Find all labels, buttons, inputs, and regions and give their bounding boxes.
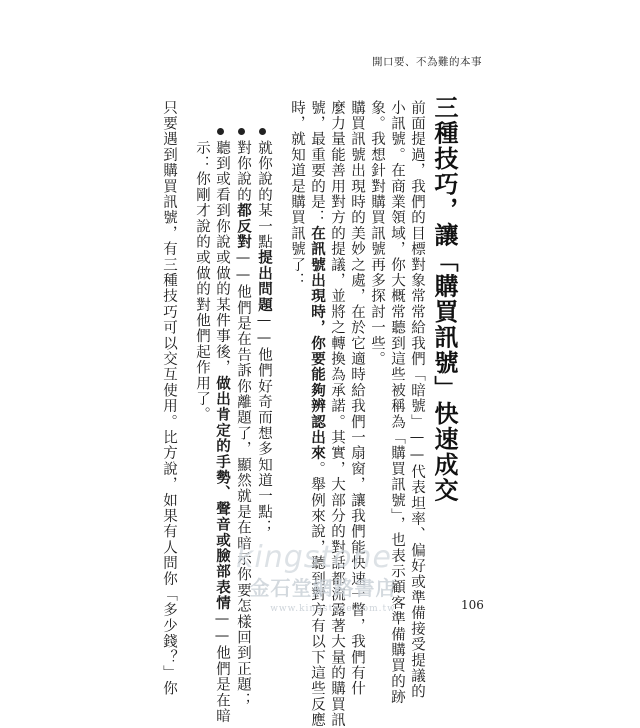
paragraph-line: 時，就知道是購買訊號了：	[289, 100, 305, 289]
bullet-icon	[238, 128, 245, 135]
paragraph-line: 前面提過，我們的目標對象常常給我們「暗號」——代表坦率、偏好或準備接受提議的	[409, 100, 425, 700]
bullet-continuation: 示：你剛才說的或做的對他們起作用了。	[194, 140, 210, 423]
paragraph-line: 只要遇到購買訊號，有三種技巧可以交互使用。比方說，如果有人問你「多少錢？」你	[161, 100, 177, 697]
bullet-text: 對你說的	[235, 140, 251, 203]
bullet-emphasis: 提出問題	[256, 249, 272, 313]
bullet-emphasis: 做出肯定的手勢、聲音或臉部表情	[214, 375, 230, 611]
bullet-icon	[217, 128, 224, 135]
paragraph-line-with-emphasis	[308, 100, 325, 728]
bullet-text: 就你說的某一點	[256, 140, 272, 250]
page-number: 106	[461, 598, 484, 612]
bullet-icon	[259, 128, 266, 135]
watermark-name: 金石堂網路書店	[249, 576, 397, 600]
section-heading: 三種技巧，讓「購買訊號」快速成交	[430, 95, 458, 503]
paragraph-line: 小訊號。在商業領域，你大概常聽到這些被稱為「購買訊號」，也表示顧客準備購買的跡	[389, 100, 405, 706]
bullet-text: ——他們是在暗	[214, 611, 230, 724]
paragraph-line: 購買訊號出現時的美妙之處，在於它適時給我們一扇窗，讓我們能快速一瞥，我們有什	[349, 100, 365, 697]
emphasis-text: 在訊號出現時，你要能夠辨認出來	[309, 225, 325, 462]
bullet-text: ——他們是在告訴你離題了，顯然就是在暗示你要怎樣回到正題；	[235, 249, 251, 709]
bullet-text: ——他們好奇而想多知道一點；	[256, 312, 272, 536]
paragraph-text: 。舉例來說，聽到對方有以下這些反應	[309, 461, 325, 728]
bullet-emphasis: 都反對	[235, 202, 251, 250]
watermark-brand: kingstone	[236, 540, 392, 575]
watermark-url: www.kingstone.com.tw	[270, 604, 396, 614]
bullet-item	[255, 140, 272, 536]
bullet-item	[234, 140, 251, 709]
bullet-item	[213, 140, 230, 724]
paragraph-line: 麼力量能善用對方的提議，並將之轉換為承諾。其實，大部分的對話都流露著大量的購買訊	[329, 100, 345, 728]
paragraph-line: 象。我想針對購買訊號再多探討一些。	[369, 100, 385, 367]
running-head: 開口要、不為難的本事	[372, 56, 482, 68]
paragraph-text: 號，最重要的是：	[309, 100, 325, 226]
bullet-text: 聽到或看到你說或做的某件事後，	[214, 140, 230, 376]
